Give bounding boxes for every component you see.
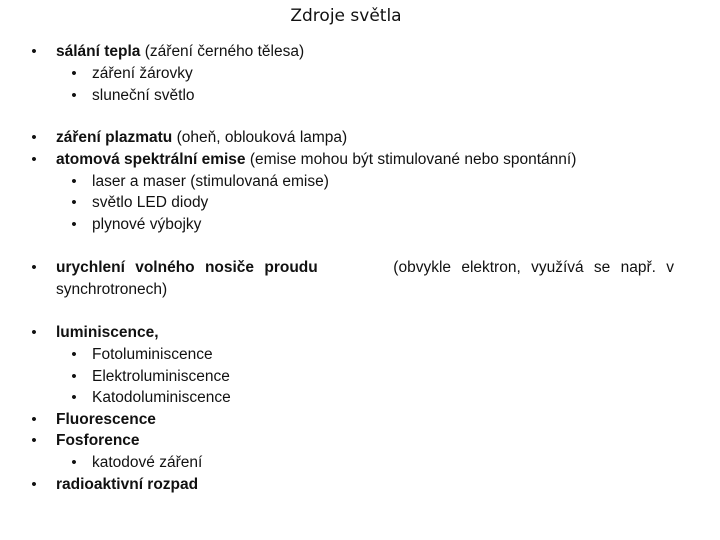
sub-list-item <box>71 453 203 473</box>
bullet-icon: • <box>71 194 77 211</box>
bullet-icon: • <box>31 43 37 60</box>
item-text: laser a maser (stimulovaná emise) <box>92 173 329 190</box>
bullet-icon: • <box>31 324 37 341</box>
bullet-icon: • <box>71 346 77 363</box>
list-item-continuation <box>56 280 167 300</box>
item-text: (obvykle elektron, využívá se např. v <box>393 259 674 276</box>
list-item <box>31 150 577 170</box>
item-bold: záření plazmatu <box>56 129 173 146</box>
bullet-icon: • <box>71 216 77 233</box>
bullet-icon: • <box>71 65 77 82</box>
item-text: (záření černého tělesa) <box>140 43 305 60</box>
list-item <box>31 128 348 148</box>
list-item <box>31 42 305 62</box>
item-text: světlo LED diody <box>92 194 209 211</box>
item-text: sluneční světlo <box>92 87 195 104</box>
list-item <box>31 431 140 451</box>
bullet-icon: • <box>31 476 37 493</box>
bullet-icon: • <box>71 87 77 104</box>
bullet-icon: • <box>71 454 77 471</box>
item-text: plynové výbojky <box>92 216 202 233</box>
sub-list-item <box>71 86 195 106</box>
item-bold: radioaktivní rozpad <box>56 476 199 493</box>
item-text: Elektroluminiscence <box>92 368 230 385</box>
item-text: katodové záření <box>92 454 203 471</box>
bullet-icon: • <box>71 389 77 406</box>
item-text: (emise mohou být stimulované nebo spontánní) <box>245 151 577 168</box>
item-text: záření žárovky <box>92 65 193 82</box>
item-text: (oheň, oblouková lampa) <box>172 129 348 146</box>
item-text: Fotoluminiscence <box>92 346 213 363</box>
bullet-icon: • <box>31 259 37 276</box>
bullet-icon: • <box>31 432 37 449</box>
list-item <box>31 410 156 430</box>
sub-list-item <box>71 367 230 387</box>
justified-line <box>56 258 674 278</box>
sub-list-item <box>71 193 209 213</box>
item-bold: Fosforence <box>56 432 140 449</box>
item-bold: atomová spektrální emise <box>56 151 246 168</box>
sub-list-item <box>71 215 202 235</box>
list-item <box>31 475 199 495</box>
item-bold: luminiscence, <box>56 324 159 341</box>
page-title: Zdroje světla <box>290 6 402 26</box>
bullet-icon: • <box>31 129 37 146</box>
sub-list-item <box>71 345 213 365</box>
item-text: synchrotronech) <box>56 281 168 298</box>
bullet-icon: • <box>71 368 77 385</box>
sub-list-item <box>71 388 231 408</box>
bullet-icon: • <box>71 173 77 190</box>
item-text: Katodoluminiscence <box>92 389 231 406</box>
item-bold: urychlení volného nosiče proudu <box>56 259 318 276</box>
sub-list-item <box>71 172 329 192</box>
list-item <box>31 258 674 278</box>
list-item <box>31 323 159 343</box>
item-bold: Fluorescence <box>56 411 156 428</box>
item-bold: sálání tepla <box>56 43 141 60</box>
sub-list-item <box>71 64 193 84</box>
bullet-icon: • <box>31 411 37 428</box>
bullet-icon: • <box>31 151 37 168</box>
